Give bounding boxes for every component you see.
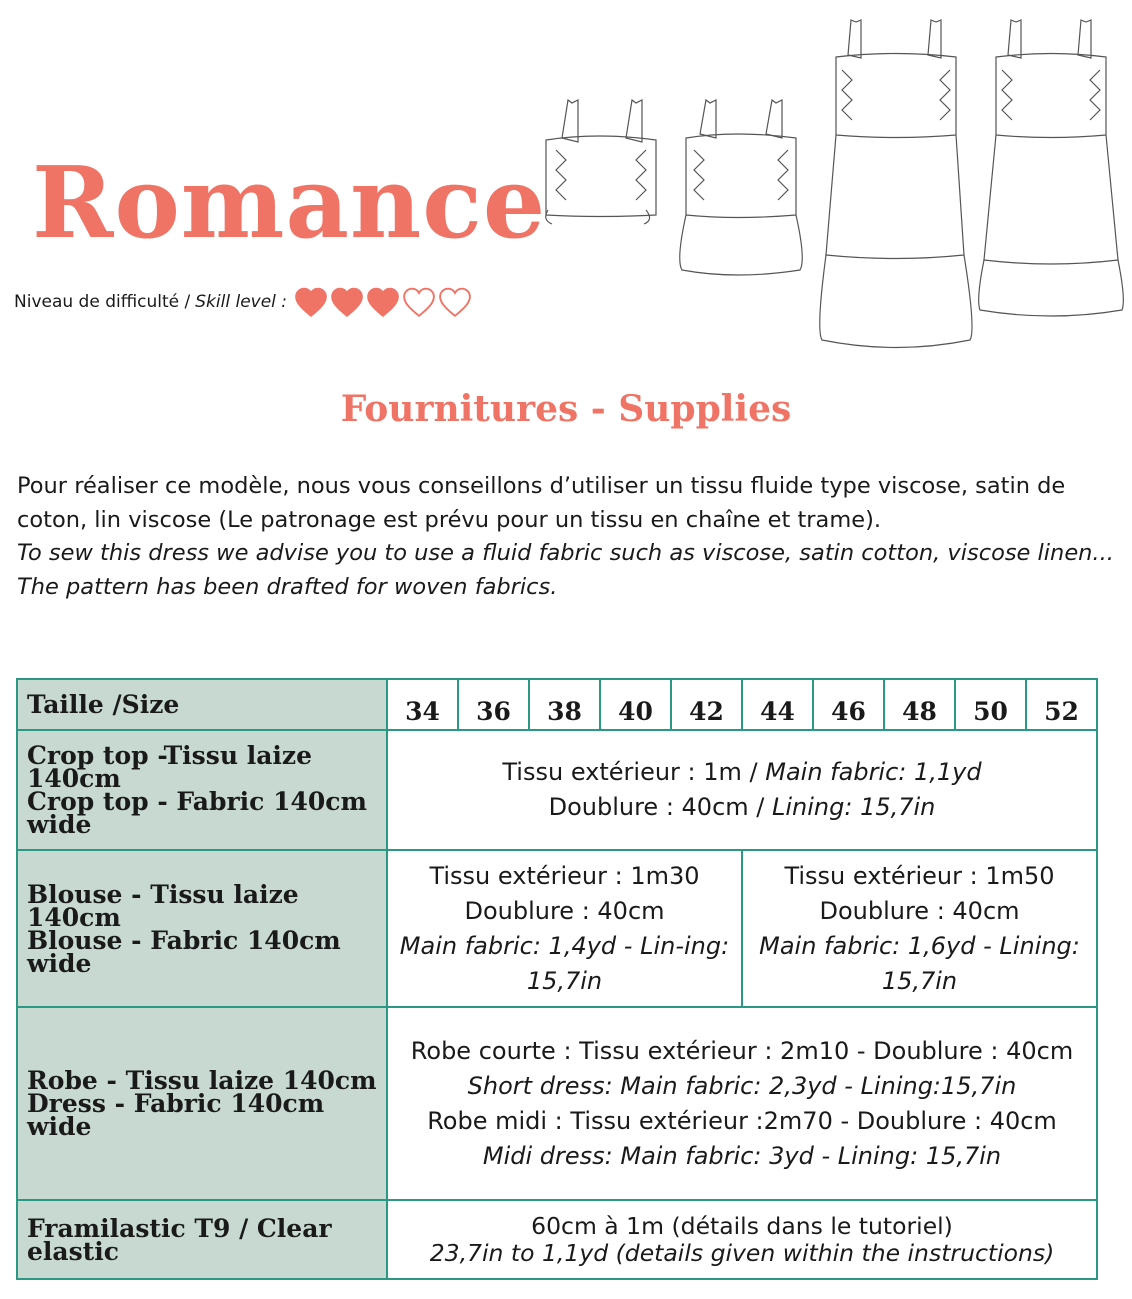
pattern-title: Romance bbox=[32, 146, 547, 261]
midi-dress-drawing bbox=[979, 20, 1124, 316]
heart-outline-icon bbox=[438, 286, 472, 318]
short-dress-drawing bbox=[820, 20, 972, 348]
intro-en: To sew this dress we advise you to use a fluid fabric such as viscose, satin cotton, viscose linen... The pattern has been drafted for woven fabrics. bbox=[17, 540, 1114, 600]
size-cell: 42 bbox=[671, 679, 742, 730]
size-cell: 46 bbox=[813, 679, 884, 730]
heart-filled-icon bbox=[330, 286, 364, 318]
size-cell: 34 bbox=[387, 679, 458, 730]
crop-top-row bbox=[17, 730, 1097, 850]
size-cell: 38 bbox=[529, 679, 600, 730]
blouse-row bbox=[17, 850, 1097, 1007]
size-row bbox=[17, 679, 1097, 730]
size-cell: 40 bbox=[600, 679, 671, 730]
dress-row bbox=[17, 1007, 1097, 1200]
intro-text bbox=[17, 470, 1127, 604]
skill-level bbox=[14, 286, 472, 318]
heart-filled-icon bbox=[366, 286, 400, 318]
blouse-supplies-small: Tissu extérieur : 1m30 Doublure : 40cm Main fabric: 1,4yd - Lin-ing: 15,7in bbox=[387, 850, 742, 1007]
crop-top-label: Crop top -Tissu laize 140cm Crop top - Fabric 140cm wide bbox=[17, 730, 387, 850]
crop-top-drawing bbox=[546, 100, 656, 224]
size-cell: 52 bbox=[1026, 679, 1097, 730]
size-cell: 36 bbox=[458, 679, 529, 730]
dress-label: Robe - Tissu laize 140cm Dress - Fabric 140cm wide bbox=[17, 1007, 387, 1200]
heart-outline-icon bbox=[402, 286, 436, 318]
crop-top-supplies: Tissu extérieur : 1m / Main fabric: 1,1yd Doublure : 40cm / Lining: 15,7in bbox=[387, 730, 1097, 850]
skill-label-en: Skill level : bbox=[195, 292, 288, 312]
skill-label-fr: Niveau de difficulté / bbox=[14, 292, 191, 312]
section-title: Fournitures - Supplies bbox=[340, 388, 792, 430]
size-header: Taille /Size bbox=[17, 679, 387, 730]
supplies-table bbox=[16, 678, 1098, 1280]
dress-supplies: Robe courte : Tissu extérieur : 2m10 - Doublure : 40cm Short dress: Main fabric: 2,3yd - Lining:15,7in Robe midi : Tissu extérieur :2m70 - Doublure : 40cm Midi dress: Main fabric: 3yd - Lining: 15,7in bbox=[387, 1007, 1097, 1200]
blouse-supplies-large: Tissu extérieur : 1m50 Doublure : 40cm Main fabric: 1,6yd - Lining: 15,7in bbox=[742, 850, 1097, 1007]
garment-illustrations bbox=[536, 10, 1126, 360]
intro-fr: Pour réaliser ce modèle, nous vous conseillons d’utiliser un tissu fluide type viscose, satin de coton, lin viscose (Le patronage est prévu pour un tissu en chaîne et trame). bbox=[17, 473, 1066, 533]
blouse-drawing bbox=[680, 100, 803, 275]
size-cell: 50 bbox=[955, 679, 1026, 730]
size-cell: 44 bbox=[742, 679, 813, 730]
elastic-label: Framilastic T9 / Clear elastic bbox=[17, 1200, 387, 1279]
heart-filled-icon bbox=[294, 286, 328, 318]
skill-hearts bbox=[294, 286, 472, 318]
elastic-supplies: 60cm à 1m (détails dans le tutoriel) 23,7in to 1,1yd (details given within the instructions) bbox=[387, 1200, 1097, 1279]
blouse-label: Blouse - Tissu laize 140cm Blouse - Fabric 140cm wide bbox=[17, 850, 387, 1007]
size-cell: 48 bbox=[884, 679, 955, 730]
elastic-row bbox=[17, 1200, 1097, 1279]
